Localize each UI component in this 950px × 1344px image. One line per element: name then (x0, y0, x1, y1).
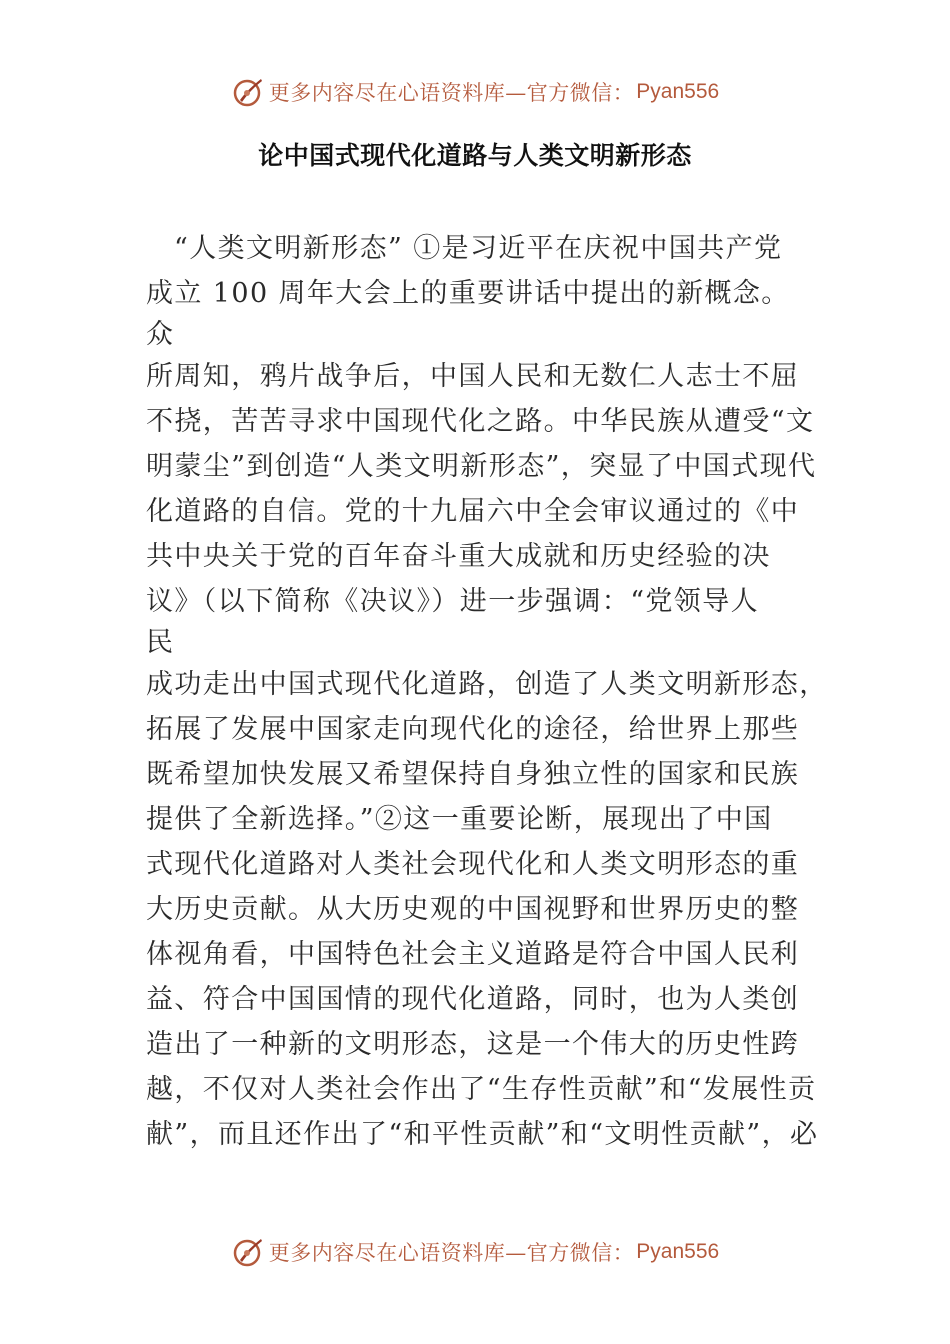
body-line: 明蒙尘”到创造“人类文明新形态”，突显了中国式现代 (146, 451, 817, 482)
document-body (146, 226, 828, 1157)
body-line: 所周知，鸦片战争后，中国人民和无数仁人志士不屈 (146, 361, 800, 392)
body-line: 式现代化道路对人类社会现代化和人类文明形态的重 (146, 849, 800, 880)
body-line: 共中央关于党的百年奋斗重大成就和历史经验的决 (146, 541, 771, 572)
body-line: 拓展了发展中国家走向现代化的途径，给世界上那些 (146, 714, 800, 745)
header-banner-handle: Pyan556 (636, 80, 720, 103)
footer-banner (0, 1232, 950, 1272)
footer-banner-text: 更多内容尽在心语资料库—官方微信： (268, 1241, 635, 1265)
document-title: 论中国式现代化道路与人类文明新形态 (258, 141, 692, 170)
body-line: 议》（以下简称《决议》）进一步强调：“党领导人 (146, 586, 760, 617)
body-line: 化道路的自信。党的十九届六中全会审议通过的《中 (146, 496, 800, 527)
brush-logo-icon (231, 75, 265, 109)
body-line: 体视角看，中国特色社会主义道路是符合中国人民利 (146, 939, 800, 970)
body-line: 不挠，苦苦寻求中国现代化之路。中华民族从遭受“文 (146, 406, 815, 437)
header-banner-text: 更多内容尽在心语资料库—官方微信： (268, 81, 635, 105)
brush-logo-icon (231, 1235, 265, 1269)
body-line: 众 (146, 319, 175, 350)
body-line: 既希望加快发展又希望保持自身独立性的国家和民族 (146, 759, 800, 790)
body-line: 成立 100 周年大会上的重要讲话中提出的新概念。 (146, 278, 790, 309)
footer-banner-handle: Pyan556 (636, 1240, 720, 1263)
body-line: 造出了一种新的文明形态，这是一个伟大的历史性跨 (146, 1029, 800, 1060)
body-line: 益、符合中国国情的现代化道路，同时，也为人类创 (146, 984, 800, 1015)
body-line: 民 (146, 627, 175, 658)
header-banner (0, 72, 950, 112)
body-line: 成功走出中国式现代化道路，创造了人类文明新形态， (146, 669, 828, 700)
body-line: “人类文明新形态” ①是习近平在庆祝中国共产党 (174, 233, 783, 264)
body-line: 大历史贡献。从大历史观的中国视野和世界历史的整 (146, 894, 800, 925)
body-line: 提供了全新选择。”②这一重要论断，展现出了中国 (146, 804, 773, 835)
body-line: 越，不仅对人类社会作出了“生存性贡献”和“发展性贡 (146, 1074, 817, 1105)
body-line: 献”，而且还作出了“和平性贡献”和“文明性贡献”，必 (146, 1119, 819, 1150)
